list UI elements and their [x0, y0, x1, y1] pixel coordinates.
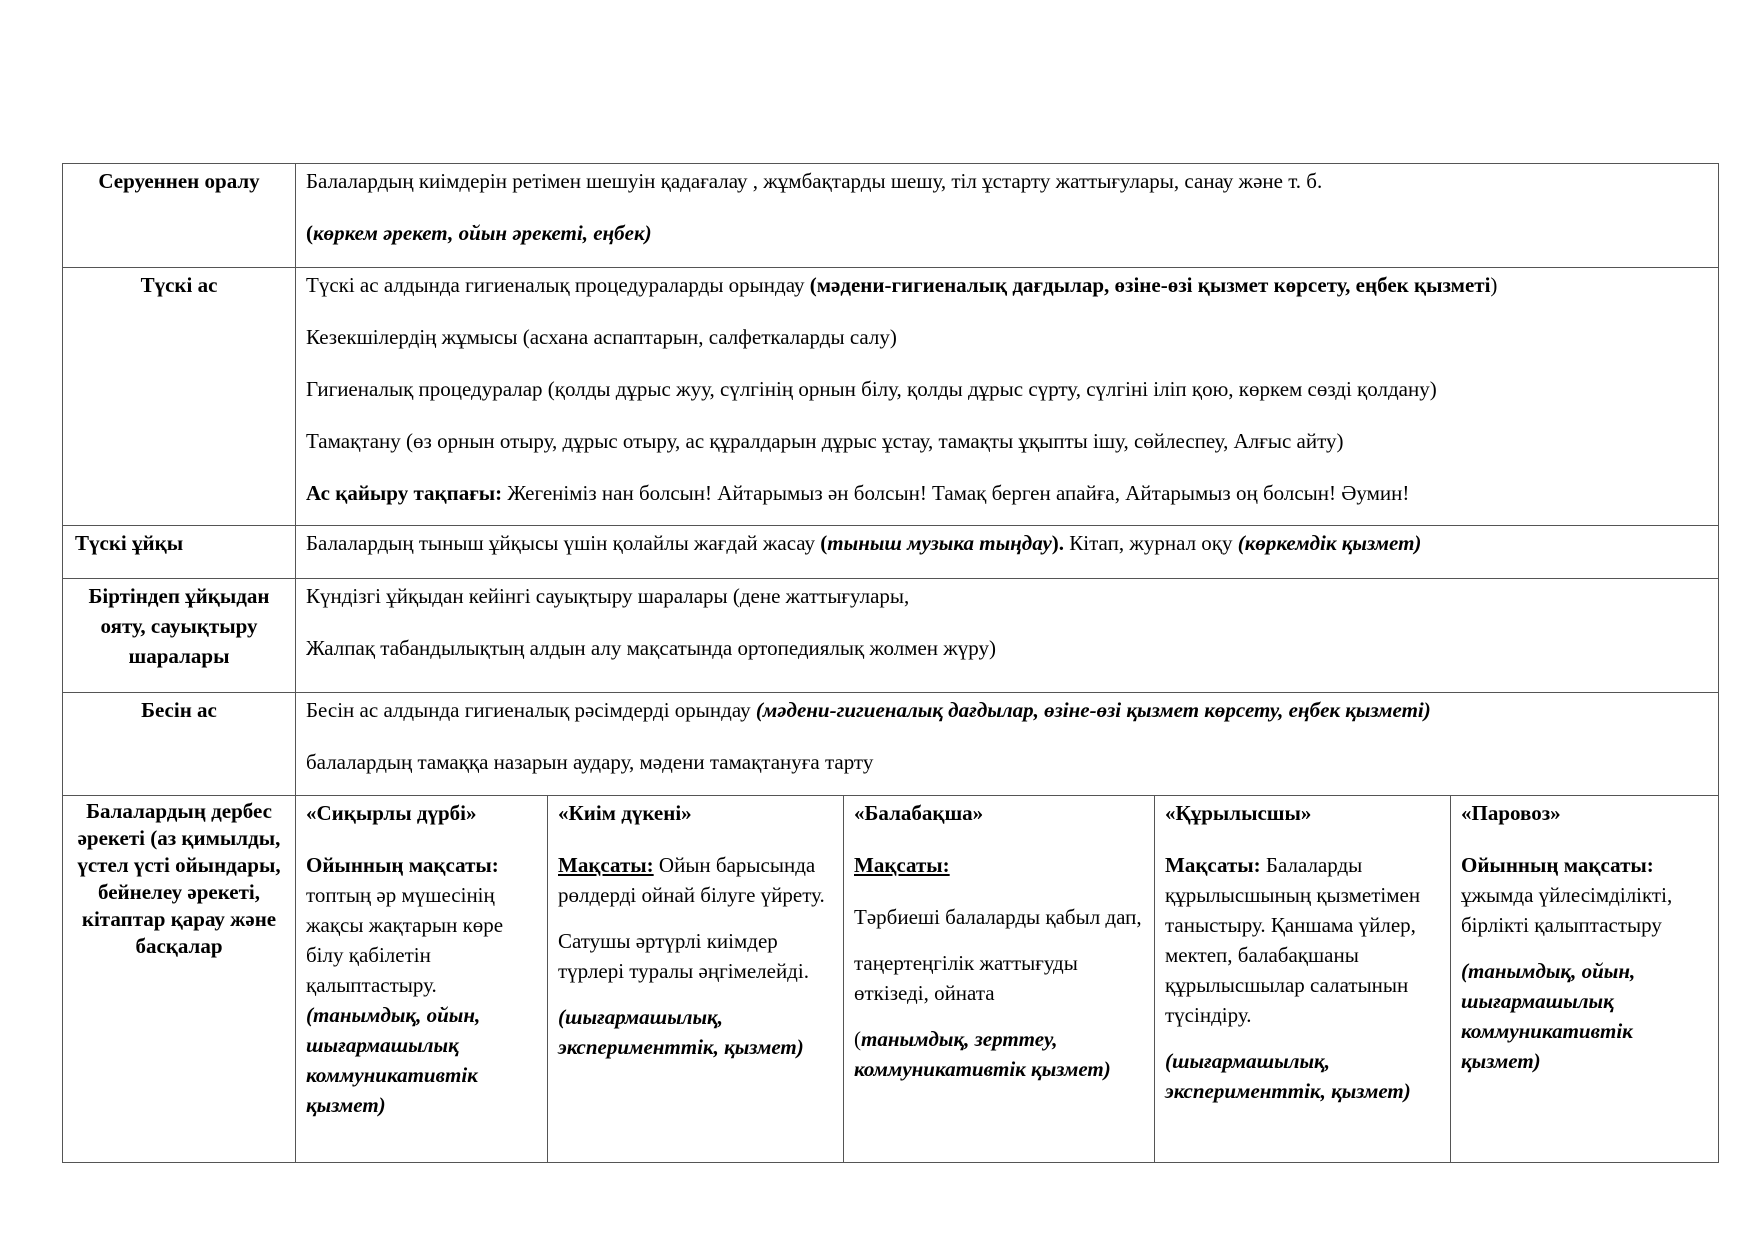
activity-goal: Ойынның мақсаты: ұжымда үйлесімділікті, бірлікті қалыптастыру — [1461, 853, 1673, 937]
row-wakeup — [63, 579, 1719, 693]
activity-goal-label: Мақсаты: — [854, 853, 950, 877]
activity-title: «Құрылысшы» — [1165, 801, 1312, 825]
walk-return-activities: (көркем әрекет, ойын әрекеті, еңбек) — [306, 221, 652, 245]
row-label-walk-return: Серуеннен оралу — [63, 164, 296, 268]
wakeup-exercises: Күндізгі ұйқыдан кейінгі сауықтыру шаралары (дене жаттығулары, — [306, 584, 910, 608]
daily-schedule-table — [62, 163, 1719, 1163]
activity-goal: Мақсаты: Балаларды құрылысшының қызметімен таныстыру. Қаншама үйлер, мектеп, балабақшаны құрылысшылар салатынын түсіндіру. — [1165, 853, 1421, 1027]
activity-title: «Паровоз» — [1461, 801, 1561, 825]
wakeup-orthopedic: Жалпақ табандылықтың алдын алу мақсатында ортопедиялық жолмен жүру) — [306, 636, 996, 660]
activity-area: (танымдық, ойын, шығармашылық коммуникативтік қызмет) — [1461, 959, 1636, 1073]
activity-area: (шығармашылық, эксперименттік, қызмет) — [558, 1005, 804, 1059]
row-content-walk-return — [296, 164, 1719, 268]
row-independent — [63, 796, 1719, 1163]
activity-description-2: таңертеңгілік жаттығуды өткізеді, ойната — [854, 951, 1078, 1005]
activity-title: «Балабақша» — [854, 801, 984, 825]
lunch-hygiene: Түскі ас алдында гигиеналық процедураларды орындау (мәдени-гигиеналық дағдылар, өзіне-өзі қызмет көрсету, еңбек қызметі) — [306, 273, 1498, 297]
row-label-lunch: Түскі ас — [63, 268, 296, 526]
activity-area: (шығармашылық, эксперименттік, қызмет) — [1165, 1049, 1411, 1103]
row-label-wakeup: Біртіндеп ұйқыдан ояту, сауықтыру шаралары — [63, 579, 296, 693]
activity-kindergarten — [844, 796, 1155, 1163]
activity-title: «Киім дүкені» — [558, 801, 692, 825]
activity-goal: Ойынның мақсаты: топтың әр мүшесінің жақсы жақтарын көре білу қабілетін қалыптастыру. (танымдық, ойын, шығармашылық коммуникативтік қызмет) — [306, 853, 504, 1117]
row-nap — [63, 526, 1719, 579]
activity-magic-binoculars — [296, 796, 548, 1163]
activity-description: Тәрбиеші балаларды қабыл дап, — [854, 905, 1142, 929]
row-label-snack: Бесін ас — [63, 693, 296, 796]
snack-hygiene: Бесін ас алдында гигиеналық рәсімдерді орындау (мәдени-гигиеналық дағдылар, өзіне-өзі қызмет көрсету, еңбек қызметі) — [306, 698, 1431, 722]
snack-attention: балалардың тамаққа назарын аудару, мәдени тамақтануға тарту — [306, 750, 874, 774]
lunch-procedures: Гигиеналық процедуралар (қолды дұрыс жуу, сүлгінің орнын білу, қолды дұрыс сүрту, сүлгіні іліп қою, көркем сөзді қолдану) — [306, 377, 1437, 401]
row-content-wakeup — [296, 579, 1719, 693]
activity-goal: Мақсаты: Ойын барысында рөлдерді ойнай білуге үйрету. — [558, 853, 825, 907]
activity-train — [1451, 796, 1719, 1163]
activity-builder — [1155, 796, 1451, 1163]
lunch-eating: Тамақтану (өз орнын отыру, дұрыс отыру, ас құралдарын дұрыс ұстау, тамақты ұқыпты ішу, сөйлеспеу, Алғыс айту) — [306, 429, 1344, 453]
row-lunch — [63, 268, 1719, 526]
activity-description: Сатушы әртүрлі киімдер түрлері туралы әңгімелейді. — [558, 929, 809, 983]
activity-area: (танымдық, зерттеу, коммуникативтік қызмет) — [854, 1027, 1111, 1081]
activity-area: (танымдық, ойын, шығармашылық коммуникативтік қызмет) — [306, 1003, 481, 1117]
walk-return-text: Балалардың киімдерін ретімен шешуін қадағалау , жұмбақтарды шешу, тіл ұстарту жаттығулары, санау және т. б. — [306, 169, 1323, 193]
lunch-duty: Кезекшілердің жұмысы (асхана аспаптарын, салфеткаларды салу) — [306, 325, 897, 349]
row-snack — [63, 693, 1719, 796]
row-label-nap: Түскі ұйқы — [63, 526, 296, 579]
row-label-independent: Балалардың дербес әрекеті (аз қимылды, үстел үсті ойындары, бейнелеу әрекеті, кітаптар қарау және басқалар — [63, 796, 296, 1163]
activity-clothes-shop — [548, 796, 844, 1163]
row-content-lunch — [296, 268, 1719, 526]
row-content-nap: Балалардың тыныш ұйқысы үшін қолайлы жағдай жасау (тыныш музыка тыңдау). Кітап, журнал оқу (көркемдік қызмет) — [296, 526, 1719, 579]
lunch-rhyme: Ас қайыру тақпағы: Жегеніміз нан болсын! Айтарымыз ән болсын! Тамақ берген апайға, Айтарымыз оң болсын! Әумин! — [306, 481, 1410, 505]
row-content-snack — [296, 693, 1719, 796]
activity-title: «Сиқырлы дүрбі» — [306, 801, 477, 825]
row-walk-return — [63, 164, 1719, 268]
